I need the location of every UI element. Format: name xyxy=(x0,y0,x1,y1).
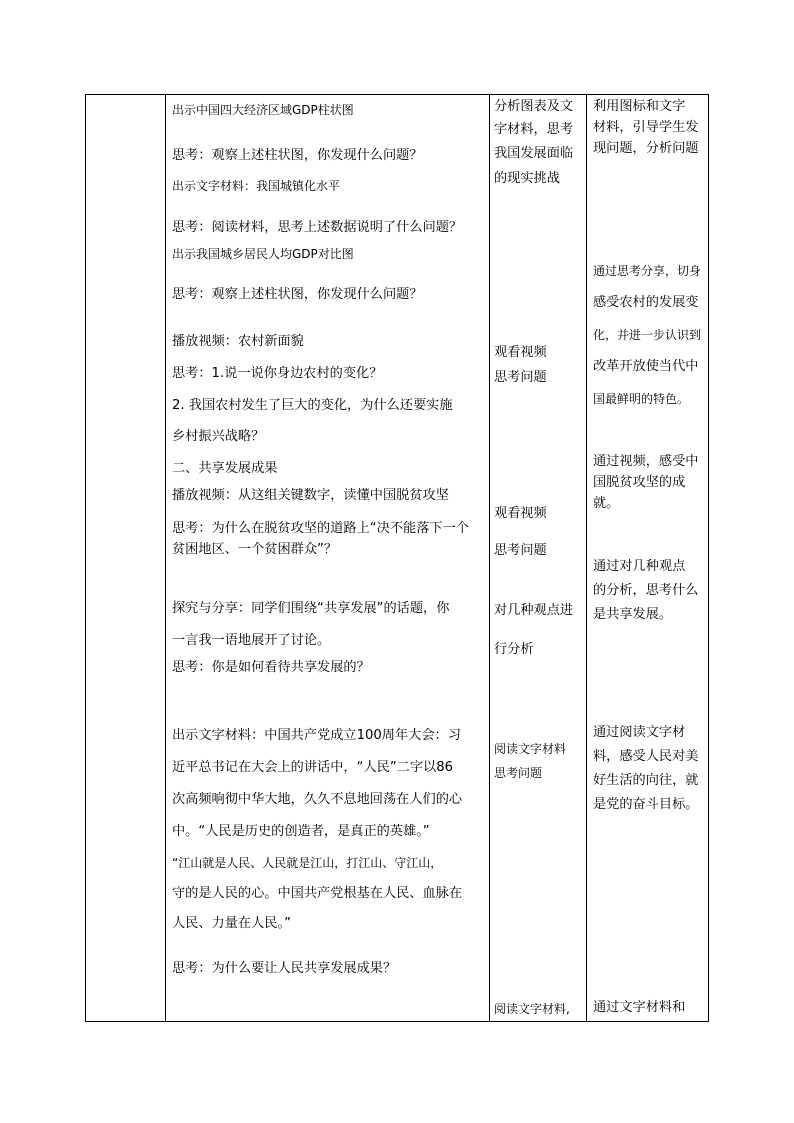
student-line: 的现实挑战 xyxy=(494,171,560,186)
content-line: 播放视频：从这组关键数字，读懂中国脱贫攻坚 xyxy=(172,488,449,503)
content-line: 人民、力量在人民。” xyxy=(172,916,291,931)
content-line: 探究与分享：同学们围绕“共享发展”的话题，你 xyxy=(172,601,450,616)
intent-line: 国脱贫攻坚的成 xyxy=(593,475,686,490)
content-line: 出示中国四大经济区域GDP柱状图 xyxy=(172,103,354,117)
student-line: 阅读文字材料, xyxy=(494,1002,570,1016)
content-line: “江山就是人民、人民就是江山，打江山、守江山， xyxy=(172,856,443,870)
intent-line: 改革开放使当代中 xyxy=(593,359,699,374)
content-line: 出示文字材料：中国共产党成立100周年大会：习 xyxy=(172,728,461,743)
content-line: 出示我国城乡居民人均GDP对比图 xyxy=(172,247,354,261)
student-line: 字材料，思考 xyxy=(494,122,574,137)
intent-line: 料，感受人民对美 xyxy=(593,749,699,764)
intent-line: 通过视频，感受中 xyxy=(593,454,699,469)
intent-line: 通过对几种观点 xyxy=(593,559,686,574)
intent-line: 国最鲜明的特色。 xyxy=(593,392,690,406)
content-line: 思考：为什么要让人民共享发展成果？ xyxy=(172,961,397,976)
column-divider xyxy=(489,95,490,1021)
intent-line: 化，并进一步认识到 xyxy=(593,328,702,342)
column-divider xyxy=(586,95,587,1021)
student-line: 行分析 xyxy=(494,642,534,657)
intent-line: 是共享发展。 xyxy=(593,607,673,622)
intent-line: 好生活的向往，就 xyxy=(593,773,699,788)
section-heading: 二、共享发展成果 xyxy=(172,461,278,476)
student-line: 思考问题 xyxy=(494,543,547,558)
intent-line: 材料，引导学生发 xyxy=(593,120,699,135)
content-line: 2. 我国农村发生了巨大的变化，为什么还要实施 xyxy=(172,398,453,413)
student-line: 阅读文字材料 xyxy=(494,742,567,756)
content-line: 思考：阅读材料，思考上述数据说明了什么问题？ xyxy=(172,220,463,235)
content-line: 思考：你是如何看待共享发展的？ xyxy=(172,660,370,675)
student-line: 我国发展面临 xyxy=(494,146,574,161)
student-line: 思考问题 xyxy=(494,766,543,780)
student-line: 分析图表及文 xyxy=(494,99,574,114)
student-line: 思考问题 xyxy=(494,370,547,385)
content-line: 思考：1.说一说你身边农村的变化？ xyxy=(172,366,383,381)
content-line: 中。“人民是历史的创造者，是真正的英雄。” xyxy=(172,824,430,839)
intent-line: 利用图标和文字 xyxy=(593,99,686,114)
content-line: 出示文字材料：我国城镇化水平 xyxy=(172,179,341,193)
content-line: 思考：观察上述柱状图，你发现什么问题？ xyxy=(172,148,423,163)
content-line: 次高频响彻中华大地，久久不息地回荡在人们的心 xyxy=(172,792,463,807)
content-line: 乡村振兴战略？ xyxy=(172,429,265,444)
content-line: 近平总书记在大会上的讲话中，“人民”二字以86 xyxy=(172,760,454,775)
content-line: 贫困地区、一个贫困群众”？ xyxy=(172,542,338,557)
intent-line: 的分析，思考什么 xyxy=(593,583,699,598)
content-line: 播放视频：农村新面貌 xyxy=(172,334,304,349)
intent-line: 现问题，分析问题 xyxy=(593,141,699,156)
content-line: 守的是人民的心。中国共产党根基在人民、血脉在 xyxy=(172,886,463,901)
intent-line: 通过文字材料和 xyxy=(593,1000,686,1015)
content-line: 一言我一语地展开了讨论。 xyxy=(172,633,331,648)
intent-line: 通过思考分享，切身 xyxy=(593,264,702,278)
intent-line: 通过阅读文字材 xyxy=(593,725,686,740)
content-line: 思考：为什么在脱贫攻坚的道路上“决不能落下一个 xyxy=(172,521,469,536)
student-line: 观看视频 xyxy=(494,506,547,521)
student-line: 观看视频 xyxy=(494,345,547,360)
intent-line: 就。 xyxy=(593,496,620,511)
content-line: 思考：观察上述柱状图，你发现什么问题？ xyxy=(172,287,423,302)
student-line: 对几种观点进 xyxy=(494,603,574,618)
intent-line: 感受农村的发展变 xyxy=(593,295,699,310)
column-divider xyxy=(165,95,166,1021)
intent-line: 是党的奋斗目标。 xyxy=(593,797,699,812)
